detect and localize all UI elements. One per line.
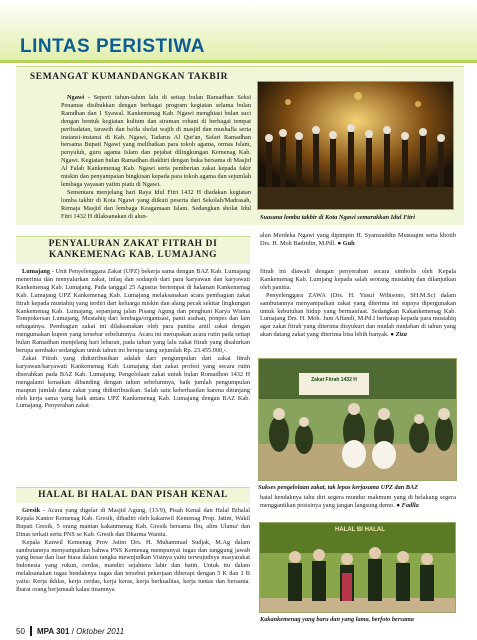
takbir-photo-image xyxy=(258,82,454,210)
zakat-banner-text: Zakat Fitrah 1432 H xyxy=(311,377,357,383)
zakat-photo xyxy=(258,358,457,481)
article-takbir-paragraph-2: Sementara menjelang hari Raya Idul Fitri 1432 H diadakan kegiatan lomba takbir di Kota Ngawi yang diikuti peserta dari Sekolah/Madrasah, Remaja Masjid dan lembaga Keagamaan Islam. Sedangkan sholat Idul Fitri 1432 H dilaksanakan di alun- xyxy=(61,188,251,220)
article-halal-paragraph-2: Kepala Kanwil Kemenag Prov Jatim Drs. H. Muhammad Sudjak, M.Ag dalam sambutannya menyampaikan bahwa PNS Kemenag mempunyai tugas dan tanggung jawab yang besar dan luar biasa dalam rangka mewujudkan Visinya yaitu terwujudnya masyarakat Indonesia yang rukun, cerdas, mandiri sejahtera lahir dan batin. Untuk itu dalam melaksanakan tugas hendaknya tugas dan tersebut pekerjaan diberapi dengan 5 K dan 1 B yaitu: Kerja ikhlas, kerja cerdas, kerja keras, kerja berkualitas, kerja tuntas dan bersama. Ibarat orang berjamaah kalau imamnya xyxy=(16,538,250,594)
article-zakat-body xyxy=(16,268,250,410)
article-zakat-paragraph-2: Zakat Fitrah yang didistribusikan adalah dari pengumpulan dari zakat fitrah karyawan/karyawati Kankemenag Kab. Lumajang dan zakat profesi yang secara rutin diserahkan pada BAZ Kab. Lumajang. Pengelolaan zakat untuk bulan Romadhon 1432 H mengalami kenaikan dibanding dengan tahun sebelumnya, baik jumlah pengumpulan maupun jumlah dana zakat yang didistribusikan. Salah satu keberhasilan karena ditunjang oleh kerja sama yang baik antara UPZ Kankemenag Kab. Lumajang dengan BAZ Kab. Lumajang. Penyerahan zakat xyxy=(16,354,250,410)
takbir-photo-caption: Suasana lomba takbir di Kota Ngawi semarakkan Idul Fitri xyxy=(260,214,416,221)
article-zakat-lead: Lumajang xyxy=(22,268,50,275)
article-takbir-paragraph-3: alun Merdeka Ngawi yang dipimpin H. Syamsuddin Mustaqim serta khotib Drs. H. Moh Badridin, M.Pdl. xyxy=(260,232,456,247)
issue-date: Oktober 2011 xyxy=(76,627,125,636)
page-number: 50 xyxy=(16,627,25,636)
article-zakat-paragraph-4: Penyelenggara ZAWA (Drs. H. Yusuf Wibisono, SH.M.Sc) dalam sambutannya menyampaikan zakat yang diterima ini supaya dipergunakan untuk kebutuhan hidup yang bermanfaat. Sedangkan Kakankemenag Kab. Lumajang Drs. H. Moh. Jum Affandi, M.Pd.I berharap kepada para mustahiq agar zakat fitrah yang diterima disyukuri dan mudah mudahan di tahun yang akan datang zakat yang diterima bisa lebih banyak. xyxy=(260,291,456,339)
article-halal-paragraph-1: - Acara yang digelar di Masjid Agung, (13/9), Pisah Kenal dan Halal Bihalal Kepala Kantor Kemenag Kab. Gresik, dihadiri oleh kakanwil Kemenag Prop. Jatim, Wakil Bupati Gresik, 5 orang mantan kakanmenag Kab. Gresik bersama Ibu, alim Ulama' dan Dinas terkait serta PNS se Kab. Gresik dan Dharma Wanita. xyxy=(16,507,250,538)
article-halal-author: Fadlla xyxy=(401,501,419,509)
article-takbir-paragraph-1: - Seperti tahun-tahun lalu di setiap bulan Ramadhan Seksi Penamas disibukkan dengan berbagai program kegiatan selama bulan Ramdhan dan 1 Syawal. Kankemenag Kab. Ngawi menghiasi bulan suci dengan bentuk kegiatan kultum dan siraman rohani di berbagai tempat peribadatan, tarawih dan ba'da sholat wajib di masjid dan mushalla serta instansi-instansi di Kab. Ngawi, Tadarus Al Qur'an, Safari Ramadhan bersama Bupati Ngawi yang melibatkan para tokoh agama, ormas Islam, penyuluh, guru agama Islam dan pejabat dilingkungan Kemenag Kab. Ngawi. Kegiatan bulan Ramadhan diakhiri dengan buka bersama di Masjid Al Falah Kankemenag Kab. Ngawi serta pemberian zakat kepada fakir miskin dan penyampaian bingkisan kepada para tokoh agama dan sejumlah lembaga yayasan yatim piatu di Ngawi. xyxy=(61,94,251,188)
header-divider xyxy=(0,60,477,63)
article-halal-paragraph-3: batal hendaknya tahu diri segera mundur makmum yang di belakang segera menggantikan posisinya yang jangan langsung demo. xyxy=(260,494,456,509)
takbir-photo xyxy=(257,81,454,210)
footer-issue xyxy=(37,627,124,636)
halal-photo-caption: Kakankemenag yang baru dan yang lama, berfoto bersama xyxy=(260,616,414,623)
article-takbir-title: SEMANGAT KUMANDANGKAN TAKBIR xyxy=(29,72,229,82)
article-zakat-title: PENYALURAN ZAKAT FITRAH DI KANKEMENAG KAB. LUMAJANG xyxy=(48,239,218,260)
article-halal-column-2 xyxy=(260,494,456,510)
end-mark-icon: ● xyxy=(390,331,395,339)
end-mark-icon: ● xyxy=(337,239,342,247)
article-zakat-author: Ziza xyxy=(395,331,407,339)
zakat-photo-caption: Sukses pengelolaan zakat, tak lepas kerjasama UPZ dan BAZ xyxy=(258,484,419,491)
article-takbir-body xyxy=(61,94,251,221)
page-title: LINTAS PERISTIWA xyxy=(20,36,205,57)
article-takbir-author: Guh xyxy=(342,239,355,247)
article-zakat-paragraph-1: - Unit Penyelenggara Zakat (UPZ) bekerja sama dengan BAZ Kab. Lumajang menerima dan menyalurkan zakat, infaq dan sodaqoh dari para karyawan dan karyawati Kankemenag Kab. Lumajang. Pada tanggal 25 Agustus bertempat di halaman Kankemenag Kab. Lumajang UPZ Kankemenag Kab. Lumajang melaksanakan acara pembagian zakat fitrah kepada mustahiq yang terdiri dari keluarga miskin dan alang pecak sekitar lingkungan Kankemenag Kab. Lumajang, sepanjang jalan Pisang Agung dan penghuni Karya Wisma Tompokersan Lumajang, Mustahiq dari lembaga/organisasi, panti asuhan, ponpes dan lain sebagainya. Pembagian zakat ini dilaksanakan oleh para panitia amil zakat dengan mengumakan kupon yang tersebar sebelumnya. Acara ini merupakan acara rutin pada setiap bulan Ramadhan menjelang hari lebaran, pada tahun yang lalu zakat fitrah yang disalurkan berupa sembako sedangkan untuk tahun ini berupa uang sejumlah Rp. 23.455.000,-. xyxy=(16,268,250,355)
article-zakat-column-2 xyxy=(260,268,456,339)
halal-photo xyxy=(259,522,456,613)
footer-separator: / xyxy=(71,627,74,636)
article-takbir-lead: Ngawi xyxy=(67,94,85,101)
halal-photo-image xyxy=(260,523,456,613)
article-halal-body xyxy=(16,507,250,594)
footer-divider xyxy=(30,626,32,636)
end-mark-icon: ● xyxy=(396,501,401,509)
article-halal-lead: Gresik xyxy=(22,507,41,514)
article-halal-title: HALAL BI HALAL DAN PISAH KENAL xyxy=(38,490,228,500)
article-zakat-paragraph-3: fitrah ini diawali dengan penyerahan secara simbolis oleh Kepala Kankemenag Kab. Lumjang kepada salah seorang mustahiq dan dilanjutkan oleh panitia. xyxy=(260,268,456,291)
magazine-name: MPA 301 xyxy=(37,627,70,636)
halal-banner-text: HALAL BI HALAL xyxy=(335,527,385,533)
article-takbir-continued xyxy=(260,232,456,248)
